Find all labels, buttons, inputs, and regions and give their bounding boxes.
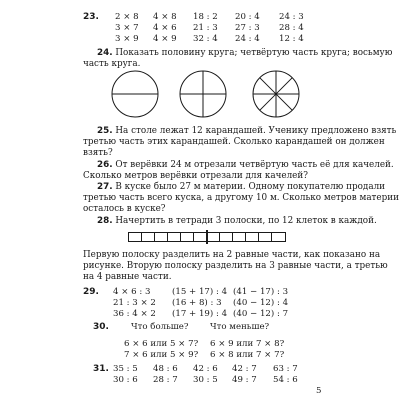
ex23-cell: 12 : 4 — [279, 34, 304, 44]
ex23-cell: 21 : 3 — [193, 23, 218, 33]
ex29-cell: 21 : 3 × 2 — [113, 298, 156, 308]
ex23-cell: 4 × 6 — [153, 23, 177, 33]
exercise-27-line-1 — [97, 182, 385, 192]
ex23-cell: 28 : 4 — [279, 23, 304, 33]
exercise-25-line-1 — [97, 126, 396, 136]
ex23-cell: 32 : 4 — [193, 34, 218, 44]
ex23-cell: 3 × 9 — [115, 34, 139, 44]
exercise-28-line — [97, 216, 377, 226]
exercise-23-number: 23. — [83, 12, 99, 22]
ex29-cell: (15 + 17) : 4 — [172, 287, 228, 297]
ex23-cell: 4 × 8 — [153, 12, 177, 22]
exercise-27-text-1: В куске было 27 м материи. Одному покупателю продали — [115, 182, 386, 192]
exercise-29-number: 29. — [83, 287, 99, 297]
exercise-27-line-3: осталось в куске? — [83, 204, 166, 214]
exercise-30-left-head: Что больше? — [131, 322, 189, 332]
ex23-cell: 18 : 2 — [193, 12, 218, 22]
circle-eighths — [253, 71, 299, 117]
ex23-cell: 3 × 7 — [115, 23, 139, 33]
exercise-30-right-head: Что меньше? — [210, 322, 270, 332]
strip-divider — [206, 230, 208, 244]
exercise-26-number: 26. — [97, 160, 113, 170]
strip-text-2: рисунке. Вторую полоску разделить на 3 равные части, а третью — [83, 261, 388, 271]
exercise-25-line-3: взять? — [83, 148, 113, 158]
ex31-cell: 48 : 6 — [153, 364, 178, 374]
ex31-cell: 63 : 7 — [273, 364, 298, 374]
exercise-27-line-2: третью часть всего куска, а другому 10 м. Сколько метров материи — [83, 193, 399, 203]
ex29-cell: (40 − 12) : 7 — [233, 309, 289, 319]
ex31-cell: 30 : 6 — [113, 375, 138, 385]
ex23-cell: 24 : 4 — [235, 34, 260, 44]
exercise-26-line-2: Сколько метров верёвки отрезали для качелей? — [83, 171, 308, 181]
ex31-cell: 49 : 7 — [232, 375, 257, 385]
ex23-cell: 4 × 9 — [153, 34, 177, 44]
ex31-cell: 35 : 5 — [113, 364, 138, 374]
circle-half — [112, 71, 158, 117]
exercise-25-line-2: третью часть этих карандашей. Сколько карандашей он должен — [83, 137, 385, 147]
ex31-cell: 42 : 6 — [193, 364, 218, 374]
ex29-cell: 4 × 6 : 3 — [113, 287, 151, 297]
exercise-30-right-1: 6 × 9 или 7 × 8? — [210, 339, 285, 349]
exercise-24-number: 24. — [97, 48, 113, 58]
exercise-25-number: 25. — [97, 126, 113, 136]
ex29-cell: (41 − 17) : 3 — [233, 287, 289, 297]
exercise-26-line-1 — [97, 160, 394, 170]
ex31-cell: 54 : 6 — [273, 375, 298, 385]
ex23-cell: 27 : 3 — [235, 23, 260, 33]
exercise-24-line1: Показать половину круга; четвёртую часть круга; восьмую — [115, 48, 393, 58]
ex23-cell: 20 : 4 — [235, 12, 260, 22]
exercise-25-text-1: На столе лежат 12 карандашей. Ученику предложено взять — [115, 126, 397, 136]
ex23-cell: 2 × 8 — [115, 12, 139, 22]
ex31-cell: 28 : 7 — [153, 375, 178, 385]
ex31-cell: 30 : 5 — [193, 375, 218, 385]
exercise-26-text-1: От верёвки 24 м отрезали четвёртую часть её для качелей. — [115, 160, 394, 170]
strip-text-3: на 4 равные части. — [83, 272, 172, 282]
exercise-30-left-1: 6 × 6 или 5 × 7? — [124, 339, 199, 349]
ex29-cell: 36 : 4 × 2 — [113, 309, 156, 319]
exercise-31-number: 31. — [93, 364, 109, 374]
circles-figure — [0, 0, 400, 140]
page-number: 5 — [316, 386, 322, 396]
exercise-28-number: 28. — [97, 216, 113, 226]
ex29-cell: (17 + 19) : 4 — [172, 309, 228, 319]
exercise-30-left-2: 7 × 6 или 5 × 9? — [124, 350, 199, 360]
ex23-cell: 24 : 3 — [279, 12, 304, 22]
exercise-24-text-2: часть круга. — [83, 59, 141, 69]
circle-quarters — [180, 71, 226, 117]
ex29-cell: (16 + 8) : 3 — [172, 298, 222, 308]
ex31-cell: 42 : 7 — [232, 364, 257, 374]
ex29-cell: (40 − 12) : 4 — [233, 298, 289, 308]
strip-text-1: Первую полоску разделить на 2 равные части, как показано на — [83, 250, 381, 260]
exercise-30-right-2: 6 × 8 или 7 × 7? — [210, 350, 285, 360]
exercise-28-text: Начертить в тетради 3 полоски, по 12 клеток в каждой. — [115, 216, 377, 226]
exercise-30-number: 30. — [93, 322, 109, 332]
exercise-27-number: 27. — [97, 182, 113, 192]
